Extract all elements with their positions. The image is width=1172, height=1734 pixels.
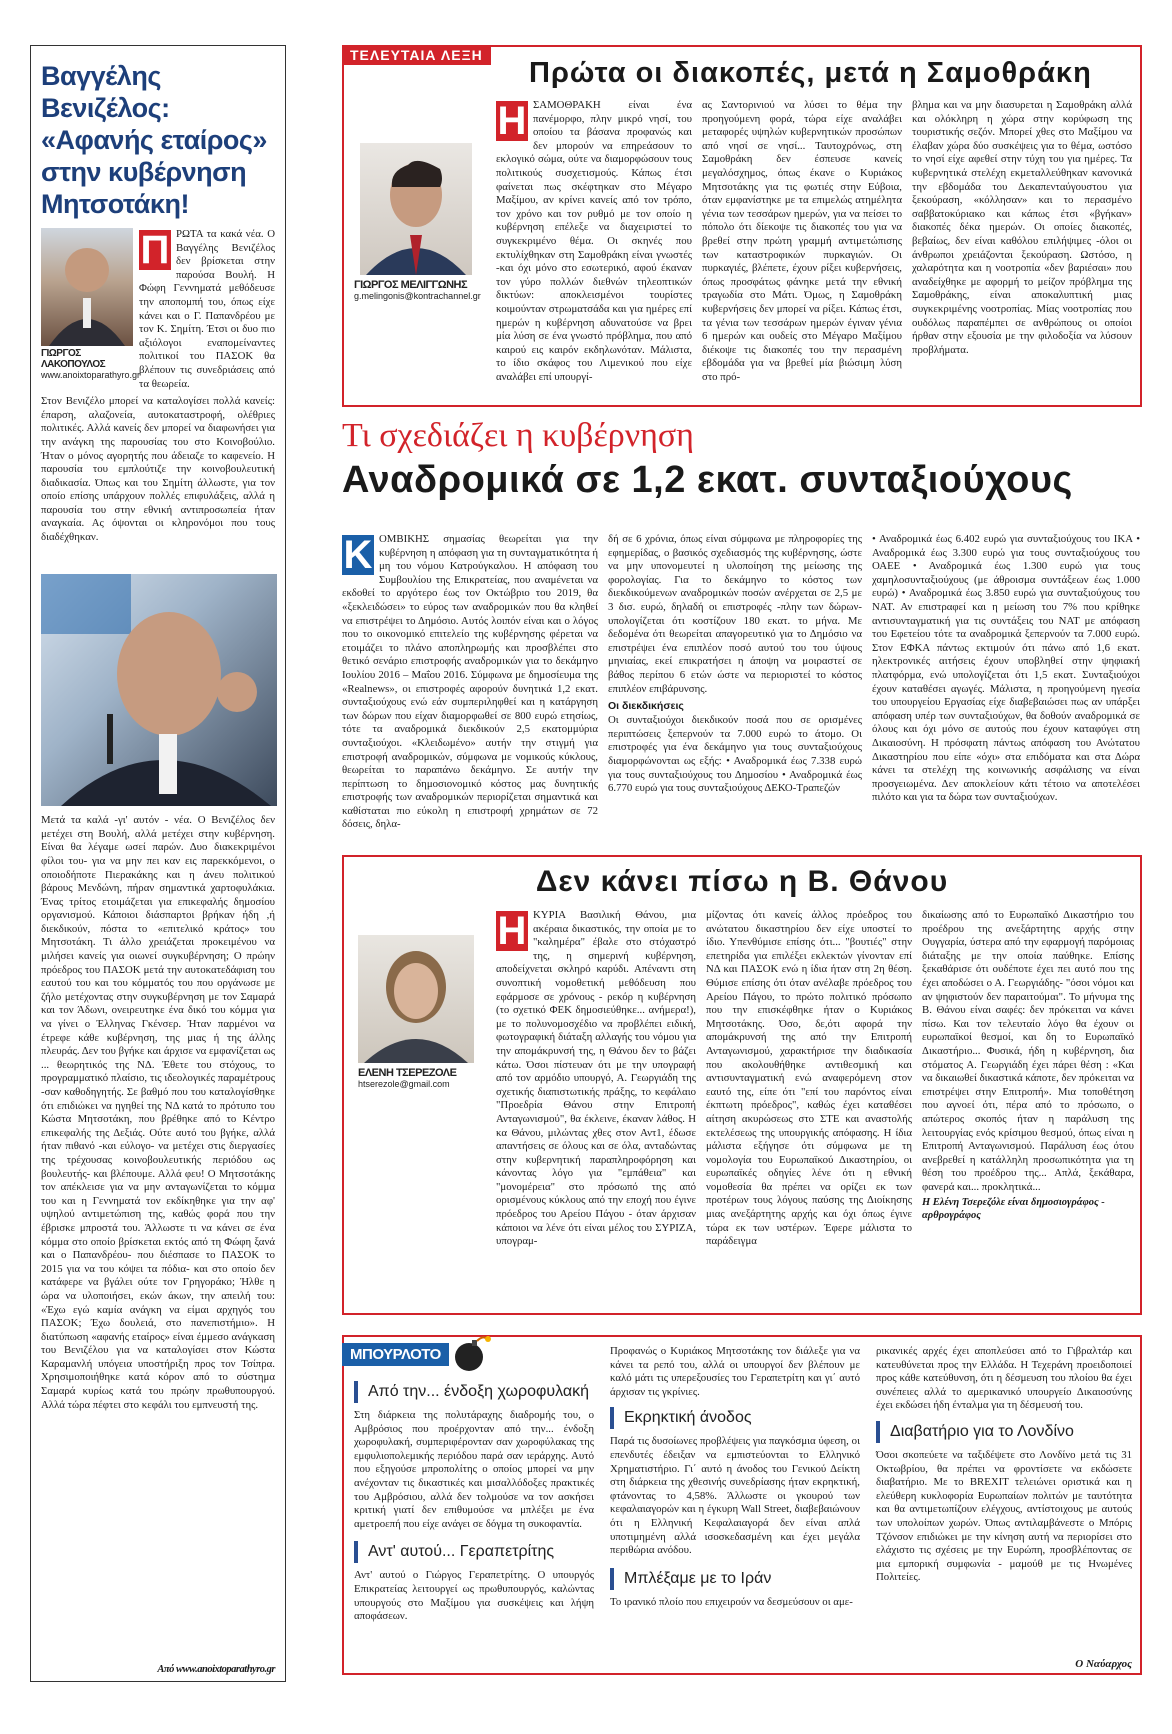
story3-col2: μίζοντας ότι κανείς άλλος πρόεδρος του ανώτατου δικαστηρίου δεν είχε υποστεί το ίδιο. Υπενθύμισε επίσης ότι... "βουτιές" στην επετηρίδα για επιλέξει εκλεκτών γίνονταν επί ΝΔ και ΠΑΣΟΚ ενώ η ίδια ήταν στη 2η θέση. Θύμισε επίσης ότι όταν ανέλαβε πρόεδρος του Αρείου Πάγου, το πρώτο πολιτικό πρόσωπο που την επισκέφθηκε ήταν ο Κυριάκος Μητσοτάκης. Όσο, δε,ότι αφορά την απομάκρυνσή της από την Επιτροπή Ανταγωνισμού, χαρακτήρισε την διαδικασία που ακολουθήθηκε αντιθεσμική και αντισυνταγματική ενώ αναφερόμενη στον εαυτό της, είπε ότι "επί του παρόντος είναι έκπτωτη πρόεδρος", καθώς έχει καταθέσει αίτηση ακυρώσεως στο ΣΤΕ και αναστολής εκτελέσεως της υπουργικής απόφασης. Η ίδια μάλιστα εξήγησε ότι σύμφωνα με τη νομολογία του Ευρωπαϊκού Δικαστηρίου, οι ευρωπαϊκές οδηγίες λένε ότι η εθνική νομοθεσία θα πρέπει να ορίζει εκ των προτέρων τους λόγους παύσης της Διοίκησης μιας ανεξάρτητης αρχής και όχι όπως έγινε τώρα εκ των υστέρων. Έφερε μάλιστα το παράδειγμα (706, 909, 912, 1248)
blurb-col1: Από την... ένδοξη χωροφυλακή Στη διάρκεια της πολυτάραχης διαδρομής του, ο Αμβρόσιος που προέρχονταν από την... ένδοξη χωροφυλακή, συμπεριφέρονταν σαν χωροφύλακας της εμφυλιοπολεμικής περιόδου παρά σαν ιεράρχης. Αυτό που εξηγούσε μπροπολίτης ο οποίος μπορεί να μην ανέχονταν τις δικαστικές και μισαλλόδοξες πρακτικές του Αμβρόσιου, αλλά δεν τολμούσε να τον ασκήσει κριτική γιατί δεν επιθυμούσε να μπλέξει με ένα αμετροεπή που είχε ανάγει σε δόγμα τη συκοφαντία. Αντ' αυτού... Γεραπετρίτης Αντ' αυτού ο Γιώργος Γεραπετρίτης. Ο υπουργός Επικρατείας λειτουργεί ως πρωθυπουργός, καλώντας υπουργούς στο Μαξίμου για συσκέψεις και λήψη αποφάσεων. (354, 1383, 594, 1623)
story1-col1: Η ΣΑΜΟΘΡΑΚΗ είναι ένα πανέμορφο, πλην μικρό νησί, του οποίου τα βάσανα προφανώς και δεν μπορούν να επηρεάσουν το εκλογικό σώμα, ούτε να διαμορφώσουν τους πολιτικούς συσχετισμούς. Κάπως έτσι φαίνεται πως σκέφτηκαν στο Μέγαρο Μαξίμου, αν κρίνει κανείς από τον τρόπο, τον χρόνο και τον ρυθμό με τον οποίο η κυβέρνηση επέλεξε να διαχειριστεί το συγκεκριμένο θέμα. Οι σκηνές που εκτυλίχθηκαν στη Σαμοθράκη είναι γνωστές -και όχι μόνο στο εσωτερικό, αφού έκαναν τον γύρο πολλών διεθνών τηλεοπτικών δικτύων: αποκλεισμένοι τουρίστες κοιμούνταν στρωματσάδα και για ημέρες επί ημερών η κυβέρνηση αδυνατούσε να βρει μία λύση σε ένα γνωστό πρόβλημα, που από καιρού εις καιρόν εκδηλωνόταν. Μάλιστα, το ίδιο σκάφος του Λιμενικού που είχε αναλάβει επί υπουργί- (496, 99, 692, 383)
story-thanou (342, 855, 1142, 1315)
portrait-icon (41, 228, 133, 346)
blurb-title: Αντ' αυτού... Γεραπετρίτης (354, 1541, 594, 1563)
author-email: htserezole@gmail.com (358, 1079, 450, 1089)
story-last-word (342, 45, 1142, 407)
author-block-meliggonis (354, 143, 484, 301)
story1-col3: βλημα και να μην διασυρεται η Σαμοθράκη αλλά και ολόκληρη η χώρα στην κορύφωση της τουριστικής σεζόν. Μπορεί χθες στο Μαξίμου να έλαβαν χώρα δύο συσκέψεις για το θέμα, ωστόσο το νησί είχε αφεθεί στην τύχη του για ημέρες. Τα κυβερνητικά στελέχη εκμεταλλεύθηκαν κανονικά την εβδομάδα του Δεκαπενταύγουστου για ξεκούραση, «κόλλησαν» και το περασμένο σαββατοκύριακο και κάπως έτσι «βγήκαν» διακοπές δέκα ημερών. Οι οποίες διακοπές, βεβαίως, δεν είναι καθόλου επιλήψιμες -όλοι οι άνθρωποι χρειάζονται ξεκούραση. Ωστόσο, η χαλαρότητα και η νοοτροπία «δεν βαριέσαι» που αναδείχθηκε με αφορμή το μείζον πρόβλημα της Σαμοθράκης, είναι αποκαλυπτική μιας συγκεκριμένης νοοτροπίας. Μίας νοοτροπίας που ουδόλως παραπέμπει σε ανθρώπους οι οποίοι ήρθαν στην εξουσία με την φιλοδοξία να λύσουν προβλήματα. (912, 99, 1132, 356)
story1-col2: ας Σαντορινιού να λύσει το θέμα την προηγούμενη φορά, τώρα είχε αναλάβει μεταφορές υψηλών κυβερνητικών προσώπων από νησί σε νησί... Ταυτοχρόνως, στη Σαμοθράκη δεν έσπευσε κανείς μεγαλόσχημος, όπως έκανε ο Κυριάκος Μητσοτάκης για τις φωτιές στην Εύβοια, όταν εμφανίστηκε με τα επιμελώς ατημέλητα γένια των τεσσάρων ημερών, για να πείσει το πόπολο ότι δίεκοψε τις διακοπές του για να βρεθεί στην πρώτη γραμμή αντιμετώπισης των καταστροφικών πυρκαγιών. Οι πυρκαγιές, βλέπετε, έχουν ρίξει κυβερνήσεις, όπως προσφάτως φάνηκε μετά την εθνική τραγωδία στο Μάτι. Όμως, η Σαμοθράκη κυβερνήσεις δεν μπορεί να ρίξει. Κάπως έτσι, τα γένια των τεσσάρων ημερών έγιναν γένια 6 ημερών και ουδείς στο Μέγαρο Μαξίμου διέκοψε τις διακοπές του την περασμένη εβδομάδα για να βρεθεί μία βιώσιμη λύση στο πρό- (702, 99, 902, 383)
story3-col3: δικαίωσης από το Ευρωπαϊκό Δικαστήριο του προέδρου της ανεξάρτητης αρχής στην Ουγγαρία, ύστερα από την εφαρμογή παρόμοιας διάταξης με την οποία παύθηκε. Επίσης ξεκαθάρισε ότι ουδέποτε έχει πει αυτό που της έχει αποδώσει ο Α. Γεωργιάδης- "όσοι νόμοι και αν ψηφιστούν δεν παραιτούμαι". Το μήνυμα της Β. Θάνου είναι σαφές: δεν πρόκειται να κάνει πίσω. Και τον τελευταίο λόγο θα έχουν οι ευρωπαϊκοί θεσμοί, και δη το Ευρωπαϊκό Δικαστήριο... Φυσικά, ήδη η κυβέρνηση, δια στόματος Α. Γεωργιάδη έχει πάρει θέση : «Και να δικαιωθεί δικαστικά κάποτε, δεν πρόκειται να επιστρέψει στην Επιτροπή». Μια τοποθέτηση που αγνοεί ότι, πέρα από το πρόσωπο, ο απώτερος σκοπός ήταν η παράλυση της λειτουργίας ενός κρίσιμου θεσμού, όπως είναι η Επιτροπή Ανταγωνισμού. Παράλυση έως ότου ανεβρεθεί η κατάλληλη προσωπικότητα για τη θέση του προέδρου της... Απλά, ξεκάθαρα, φανερά και... προκλητικά... Η Ελένη Τσερεζόλε είναι δημοσιογράφος - αρθρογράφος (922, 909, 1134, 1222)
dropcap: Κ (343, 533, 373, 577)
blurb-title: Εκρηκτική άνοδος (610, 1407, 860, 1429)
dropcap: Η (497, 909, 527, 953)
left-body-2: Μετά τα καλά -γι' αυτόν - νέα. Ο Βενιζέλος δεν μετέχει στη Βουλή, αλλά μετέχει στην κυβέρνηση. Είναι θα λέγαμε ωσεί παρών. Δυο διακεκριμένοι φίλοι του- για να μην πει καν εις παρεκκόμενοι, ο οποιοδήποτε Πιερακάκης και η άνευ πολιτικού βάρους Μενδώνη, πήραν σημαντικά χαρτοφυλάκια. Ένας τρίτος ετοιμάζεται για επικεφαλής δημοσίου οργανισμού. Κάποιοι διάσπαρτοι βρήκαν ήδη ,ή διεκδικούν, πόστα το «επιτελικό κράτος» του Μητσοτάκη. Τι άλλο χρειάζεται προκειμένου να μιλήσει κανείς για οιωνεί συγκυβέρνηση; Ο πρώην πρόεδρος του ΠΑΣΟΚ μετά την αυτοκατεδάφιση του εαυτού του και του κόμματός του που οργάνωσε με ζήλο μετέχοντας στην συγκυβέρνηση με τον Σαμαρά και τον Άδωνι, ονειρευτηκε ένα δικό του κόμμα για να γίνει ο Έλληνας Γκένσερ. Ήταν παρμένοι να έτρεφε κάθε κυβέρνηση, της μιας ή της άλλης πλευράς. Δεν του βγήκε και άρχισε να εμφανίζεται ως ... θεωρητικός της ΝΔ. Έθετε του στόχους, το προγραμματικό πλαίσιο, τις ιδεολογικές παραμέτρους -σαν καθοδηγητής. Σε βαθμό που του καταλογίσθηκε ότι επιδιώκει να ηγηθεί της ΝΔ κατά το πρότυπο του Κώστα Μητσοτάκη, που βρέθηκε από το Κέντρο επικεφαλής της Δεξιάς. Ούτε αυτό του βγήκε, αλλά ήταν πιθανό -και εύλογο- να μετέχει στις διεργασίες της τρέχουσας κοινοβουλευτικής περιόδου ως βουλευτής- και βλέπουμε. Αλλά φευ! Ο Μητσοτάκης τον απέκλεισε για να μην ανταγωνίζεται το κόμμα του και η Γεννηματά τον εκδίκηθηκε για την αφ' υψηλού αντιμετώπιση της, καθώς φορά που την έβρισκε μπροστά του. Άλλωστε τι να κάνει σε ένα κόμμα στο οποίο βρίσκεται εκτός από τη Φώφη ξανά και ο Παπανδρέου- που διέσπασε το ΠΑΣΟΚ το 2015 για να του κόψει τα πόδια- και στο οποίο δεν κατάφερε να βγάλει ούτε τον Γρηγοράκο; Ήλθε η ώρα να υλοποιήσει, εκών άκων, την απειλή του: «Έχω εγώ καμία ανάγκη να είμαι αρχηγός του ΠΑΣΟΚ; Έχω δουλειά, στο πανεπιστήμιο». Η διατύπωση «αφανής εταίρος» είναι έμμεσο ανάγκαση του Βενιζέλου για να καταλογίσει στον Κώστα Καραμανλή υπόγεια υποστήριξη προς τον Τσίπρα. Χρησιμοποιήθηκε κατά κόρον από το σύστημα Σαμαρά κυρίως κατά του πρώην πρωθυπουργού. Αλλά τώρα πέφτει στο κεφάλι του εμπνευστή της. (41, 814, 275, 1411)
dropcap: Η (497, 99, 527, 143)
author-block-tserezole (358, 935, 488, 1089)
blurb-title: Μπλέξαμε με το Ιράν (610, 1568, 860, 1590)
author-email: g.melingonis@kontrachannel.gr (354, 291, 481, 301)
blurb-tag-wrap (342, 1335, 491, 1373)
author-site: www.anoixtoparathyro.gr (41, 370, 141, 380)
author-photo-meliggonis (360, 143, 472, 275)
story2-col1: Κ ΟΜΒΙΚΗΣ σημασίας θεωρείται για την κυβέρνηση η απόφαση για τη συνταγματικότητα ή μη του νόμου Κατρούγκαλου. Η απόφαση του Συμβουλίου της Επικρατείας, που αναμένεται να εκδοθεί το αργότερο έως τον Οκτώβριο του 2019, θα «ξεκλειδώσει» το εύρος των αναδρομικών που θα κληθεί να επιστρέψει το Δημόσιο. Αυτός λοιπόν είναι και ο λόγος που το οικονομικό επιτελείο της κυβέρνησης φέρεται να ετοιμάζει το πλάνο αποπληρωμής και προσβλέπει στο θετικό σενάριο επιστροφής αναδρομικών για το δεκάμηνο Ιουλίου 2016 – Μαΐου 2016. Σύμφωνα με δημοσίευμα της «Realnews», οι επιστροφές αφορούν δυνητικά 1,2 εκατ. συνταξιούχους ενώ εάν συμπεριληφθεί και η κατάργηση των δώρων που είχαν διαμορφωθεί σε 800 ευρώ ετησίως, τότε τα αναδρομικά διεκδικούν 2,5 εκατομμύρια συνταξιούχοι. «Κλειδωμένο» αυτήν την στιγμή για επιστροφή αναδρομικών, σύμφωνα με νομικούς κύκλους, θεωρείται το παραπάνω δεκάμηνο. Σε αυτήν την περίπτωση το δημοσιονομικό κόστος μας δυνητικής επιστροφής των αναδρομικών περιορίζεται σημαντικά και καθίσταται πιο εύκολη η επιστροφή χρημάτων σε 72 δόσεις, δηλα- (342, 533, 598, 831)
left-column (30, 45, 286, 1682)
story3-headline: Δεν κάνει πίσω η Β. Θάνου (535, 865, 949, 898)
section-tag: ΤΕΛΕΥΤΑΙΑ ΛΕΞΗ (342, 45, 491, 65)
portrait-icon (41, 574, 277, 806)
story2-col3: • Αναδρομικά έως 6.402 ευρώ για συνταξιούχους του ΙΚΑ • Αναδρομικά έως 3.300 ευρώ για τους συνταξιούχους του ΟΑΕΕ • Αναδρομικά έως 1.300 ευρώ για τους χαμηλοσυνταξιούχους (με άθροισμα συντάξεων έως 1.000 ευρώ) • Αναδρομικά έως 3.850 ευρώ για συνταξιούχους του ΝΑΤ. Αν επιστραφεί και η μείωση του 7% που κρίθηκε αντισυνταγματική για τις συντάξεις του ΝΑΤ με απόφαση του Εφετείου τότε τα αναδρομικά ξεπερνούν τα 7.000 ευρώ. Στον ΕΦΚΑ πάντως εκτιμούν ότι πάνω από 1,6 εκατ. ηλεκτρονικές αιτήσεις έχουν υποβληθεί στην ψηφιακή πλατφόρμα, ενώ υπολογίζεται ότι 1,5 εκατ. Συνταξιούχοι έχουν καταθέσει αγωγές. Μάλιστα, η προηγούμενη ηγεσία του υπουργείου Εργασίας είχε διαβεβαιώσει πως αν υπάρξει απόφαση υπέρ των συνταξιούχων, θα δοθούν αναδρομικά σε όλους και όχι μόνο σε αυτούς που έχουν καταφύγει στη Δικαιοσύνη. Η πρόσφατη πάντως απόφαση του Ανώτατου Δικαστηρίου που είπε «όχι» στα επιδόματα και στα Δώρα κάνει τα στελέχη της κοινωνικής ασφάλισης να είναι προσγειωμένα. Δεν αποκλείουν κάτι τέτοιο να αποτελέσει πιλότο και για τα δώρα των συνταξιούχων. (872, 533, 1140, 804)
story-pensions (342, 417, 1142, 831)
blurb-col3: ρικανικές αρχές έχει αποπλεύσει από το Γιβραλτάρ και κατευθύνεται προς την Ελλάδα. Η Τεχεράνη προειδοποιεί προς κάθε κατεύθυνση, ότι η δέσμευση του πλοίου θα έχει συνέπειες αλλά το αμερικανικό υπουργείο Δικαιοσύνης έχει εκδώσει ήδη ένταλμα για τη δέσμευσή του. Διαβατήριο για το Λονδίνο Όσοι σκοπεύετε να ταξιδέψετε στο Λονδίνο μετά τις 31 Οκτωβρίου, θα πρέπει να φροντίσετε να εκδώσετε διαβατήριο. Με το BREXIT τελειώνει οριστικά και η ελεύθερη κυκλοφορία Ευρωπαίων πολιτών με ταυτότητα και θα αντιμετωπίζουν ελέγχους, αντίστοιχους με αυτούς των υπολοίπων χωρών. Όπως αντιλαμβάνεστε ο Μπόρις Τζόνσον επιδιώκει με την κίνηση αυτή να περιορίσει στο ελάχιστο τις σχέσεις με την Ευρώπη, προσβλέποντας σε μια εμπορική συμφωνία - μαμούθ με τις Ηνωμένες Πολιτείες. (876, 1345, 1132, 1584)
author-photo-lakopoulos (41, 228, 133, 346)
author-name: ΓΙΩΡΓΟΣ ΜΕΛΙΓΓΩΝΗΣ (354, 279, 468, 291)
blurb-title: Διαβατήριο για το Λονδίνο (876, 1421, 1132, 1443)
left-lead: Π ΡΩΤΑ τα κακά νέα. Ο Βαγγέλης Βενιζέλος δεν βρίσκεται στην παρούσα Βουλή. Η Φώφη Γεννηματά μεθόδευσε την αποπομπή του, όπως είχε κάνει και ο Γ. Παπανδρέου με τον Κ. Σημίτη. Έτσι οι δυο πιο αξιόλογοι εναπομείναντες πολιτικοί του ΠΑΣΟΚ θα βλέπουν τις συνεδριάσεις από τα θεωρεία. (139, 228, 275, 390)
author-name: ΓΙΩΡΓΟΣ ΛΑΚΟΠΟΥΛΟΣ (41, 348, 106, 370)
blurb-col2: Προφανώς ο Κυριάκος Μητσοτάκης τον διάλεξε για να κάνει τα ρεπό του, αλλά οι υπουργοί δεν βλέπουν με καλό μάτι τις υπερεξουσίες του Γεραπετρίτη και γι΄ αυτό άρχισαν τις γκρίνιες. Εκρηκτική άνοδος Παρά τις δυσοίωνες προβλέψεις για παγκόσμια ύφεση, οι επενδυτές έδειξαν να εμπιστεύονται το Ελληνικό Χρηματιστήριο. Γι΄ αυτό η άνοδος του Γενικού Δείκτη στη διάρκεια της χθεσινής συνεδρίασης ήταν εκρηκτική, φτάνοντας το 4,58%. Άλλωστε οι γκουρού των κεφαλαιαγορών και η έγκυρη Wall Street, διαβεβαιώνουν ότι η Ελληνική Κεφαλαιαγορά δεν είναι απλά υποτιμημένη αλλά ισοσκεδασμένη και έχει μεγάλα περιθώρια ανόδου. Μπλέξαμε με το Ιράν Το ιρανικό πλοίο που επιχειρούν να δεσμεύσουν οι αμε- (610, 1345, 860, 1608)
story1-headline: Πρώτα οι διακοπές, μετά η Σαμοθράκη (529, 57, 1092, 89)
blurb-signature: Ο Ναύαρχος (1075, 1658, 1132, 1670)
venizelos-photo (41, 574, 277, 806)
story2-headline: Αναδρομικά σε 1,2 εκατ. συνταξιούχους (342, 459, 1073, 501)
author-name: ΕΛΕΝΗ ΤΣΕΡΕΖΟΛΕ (358, 1067, 457, 1079)
left-source: Από www.anoixtoparathyro.gr (157, 1664, 275, 1675)
dropcap: Π (140, 228, 170, 272)
blurb-title: Από την... ένδοξη χωροφυλακή (354, 1381, 594, 1403)
story2-kicker: Τι σχεδιάζει η κυβέρνηση (342, 417, 694, 454)
portrait-icon (358, 935, 474, 1063)
story2-col2: δή σε 6 χρόνια, όπως είναι σύμφωνα με πληροφορίες της εφημερίδας, ο βασικός σχεδιασμός της κυβέρνησης, ώστε να μην υπονομευτεί η υλοποίηση της μείωσης της φορολογίας. Για το δεκάμηνο το κόστος των διεκδικούμενων αναδρομικών ποσών ανέρχεται σε 2,5 με 3 δισ. ευρώ, δηλαδή οι επιστροφές -πλην των δώρων- υπολογίζεται ότι κοστίζουν 180 εκατ. το μήνα. Με δεδομένα ότι θεωρείται απαγορευτικό για το Δημόσιο να επιστρέψει ένα επιπλέον ποσό αυτού του του ύψους μηνιαίας, εκεί επικρατήσει η άποψη να μοιραστεί σε βάθος περίπου 6 ετών ώστε να περιοριστεί το κόστος επιπλέον επιβάρυνσης. Οι διεκδικήσεις Οι συνταξιούχοι διεκδικούν ποσά που σε ορισμένες περιπτώσεις ξεπερνούν τα 7.000 ευρώ το άτομο. Οι επιστροφές για ένα δεκάμηνο για τους συνταξιούχους διαμορφώνονται ως εξής: • Αναδρομικά έως 7.338 ευρώ για τους συνταξιούχους του Δημοσίου • Αναδρομικά έως 6.770 ευρώ για τους συνταξιούχους ΔΕΚΟ-Τραπεζών (608, 533, 862, 795)
subheading: Οι διεκδικήσεις (608, 700, 684, 713)
blurb-box (342, 1335, 1142, 1675)
left-headline: Βαγγέλης Βενιζέλος: «Αφανής εταίρος» στην κυβέρνηση Μητσοτάκη! (41, 61, 267, 219)
author-note: Η Ελένη Τσερεζόλε είναι δημοσιογράφος - αρθρογράφος (922, 1197, 1105, 1222)
left-body-1: Στον Βενιζέλο μπορεί να καταλογίσει πολλά κανείς: έπαρση, αλαζονεία, αυτοκαταστροφή, ολέθριες πολιτικές. Αλλά κανείς δεν μπορεί να διαφωνήσει για την ανάγκη της παρουσίας του στο Κοινοβούλιο. Ήταν ο μόνος αγορητής που άδειαζε το καφενείο. Η παρουσία του εμπλούτιζε την κοινοβουλευτική διαδικασία. Όπως και του Σημίτη άλλωστε, για τον οποίο επίσης υπάρχουν πολλές επιφυλάξεις, αλλά η παρουσία του στην εθνική αντιπροσωπεία ήταν αναγκαία. Ας όψονται οι κληρονόμοι που τους διαδέχθηκαν. (41, 395, 275, 544)
author-photo-tserezole (358, 935, 474, 1063)
section-tag: ΜΠΟΥΡΛΟΤΟ (342, 1343, 449, 1366)
portrait-icon (360, 143, 472, 275)
story3-col1: Η ΚΥΡΙΑ Βασιλική Θάνου, μια ακέραια δικαστικός, την οποία με το "καλημέρα" έβαλε στο στόχαστρό της, η σημερινή κυβέρνηση, αποδείχνεται σκληρό καρύδι. Απέναντι στη συνοπτική νομοθετική μεθόδευση που εφάρμοσε σε χρόνους - ρεκόρ η κυβέρνηση (το σχετικό ΦΕΚ δημοσιεύθηκε... ανήμερα!), με το πολυνομοσχέδιο να προβλέπει ειδική, φωτογραφική διάταξη αλλαγής του νόμου για την απομάκρυνσή της, η Θάνου δεν το βάζει κάτω. Όσοι πίστευαν ότι με την υπογραφή από τον αρμόδιο υπουργό, Α. Γεωργιάδη της σχετικής διαπιστωτικής πράξης, το κεφάλαιο "Προεδρία Θάνου στην Επιτροπή Ανταγωνισμού", θα έκλεινε, έκαναν λάθος. Η κα Θάνου, μιλώντας χθες στον Αντ1, έδωσε απαντήσεις σε όλους και σε όλα, ανταδώντας στην κυβερνητική παραπληροφόρηση και κάνοντας λόγο για "εμπάθεια" και "μονομέρεια" στο πρόσωπό της από ορισμένους κύκλους από την εποχή που έγινε πρόεδρος του Αρείου Πάγου - όταν άρχισαν κάποιοι να λένε ότι είναι μέλος του ΣΥΡΙΖΑ, υπογραμ- (496, 909, 696, 1248)
bomb-icon (445, 1335, 491, 1373)
